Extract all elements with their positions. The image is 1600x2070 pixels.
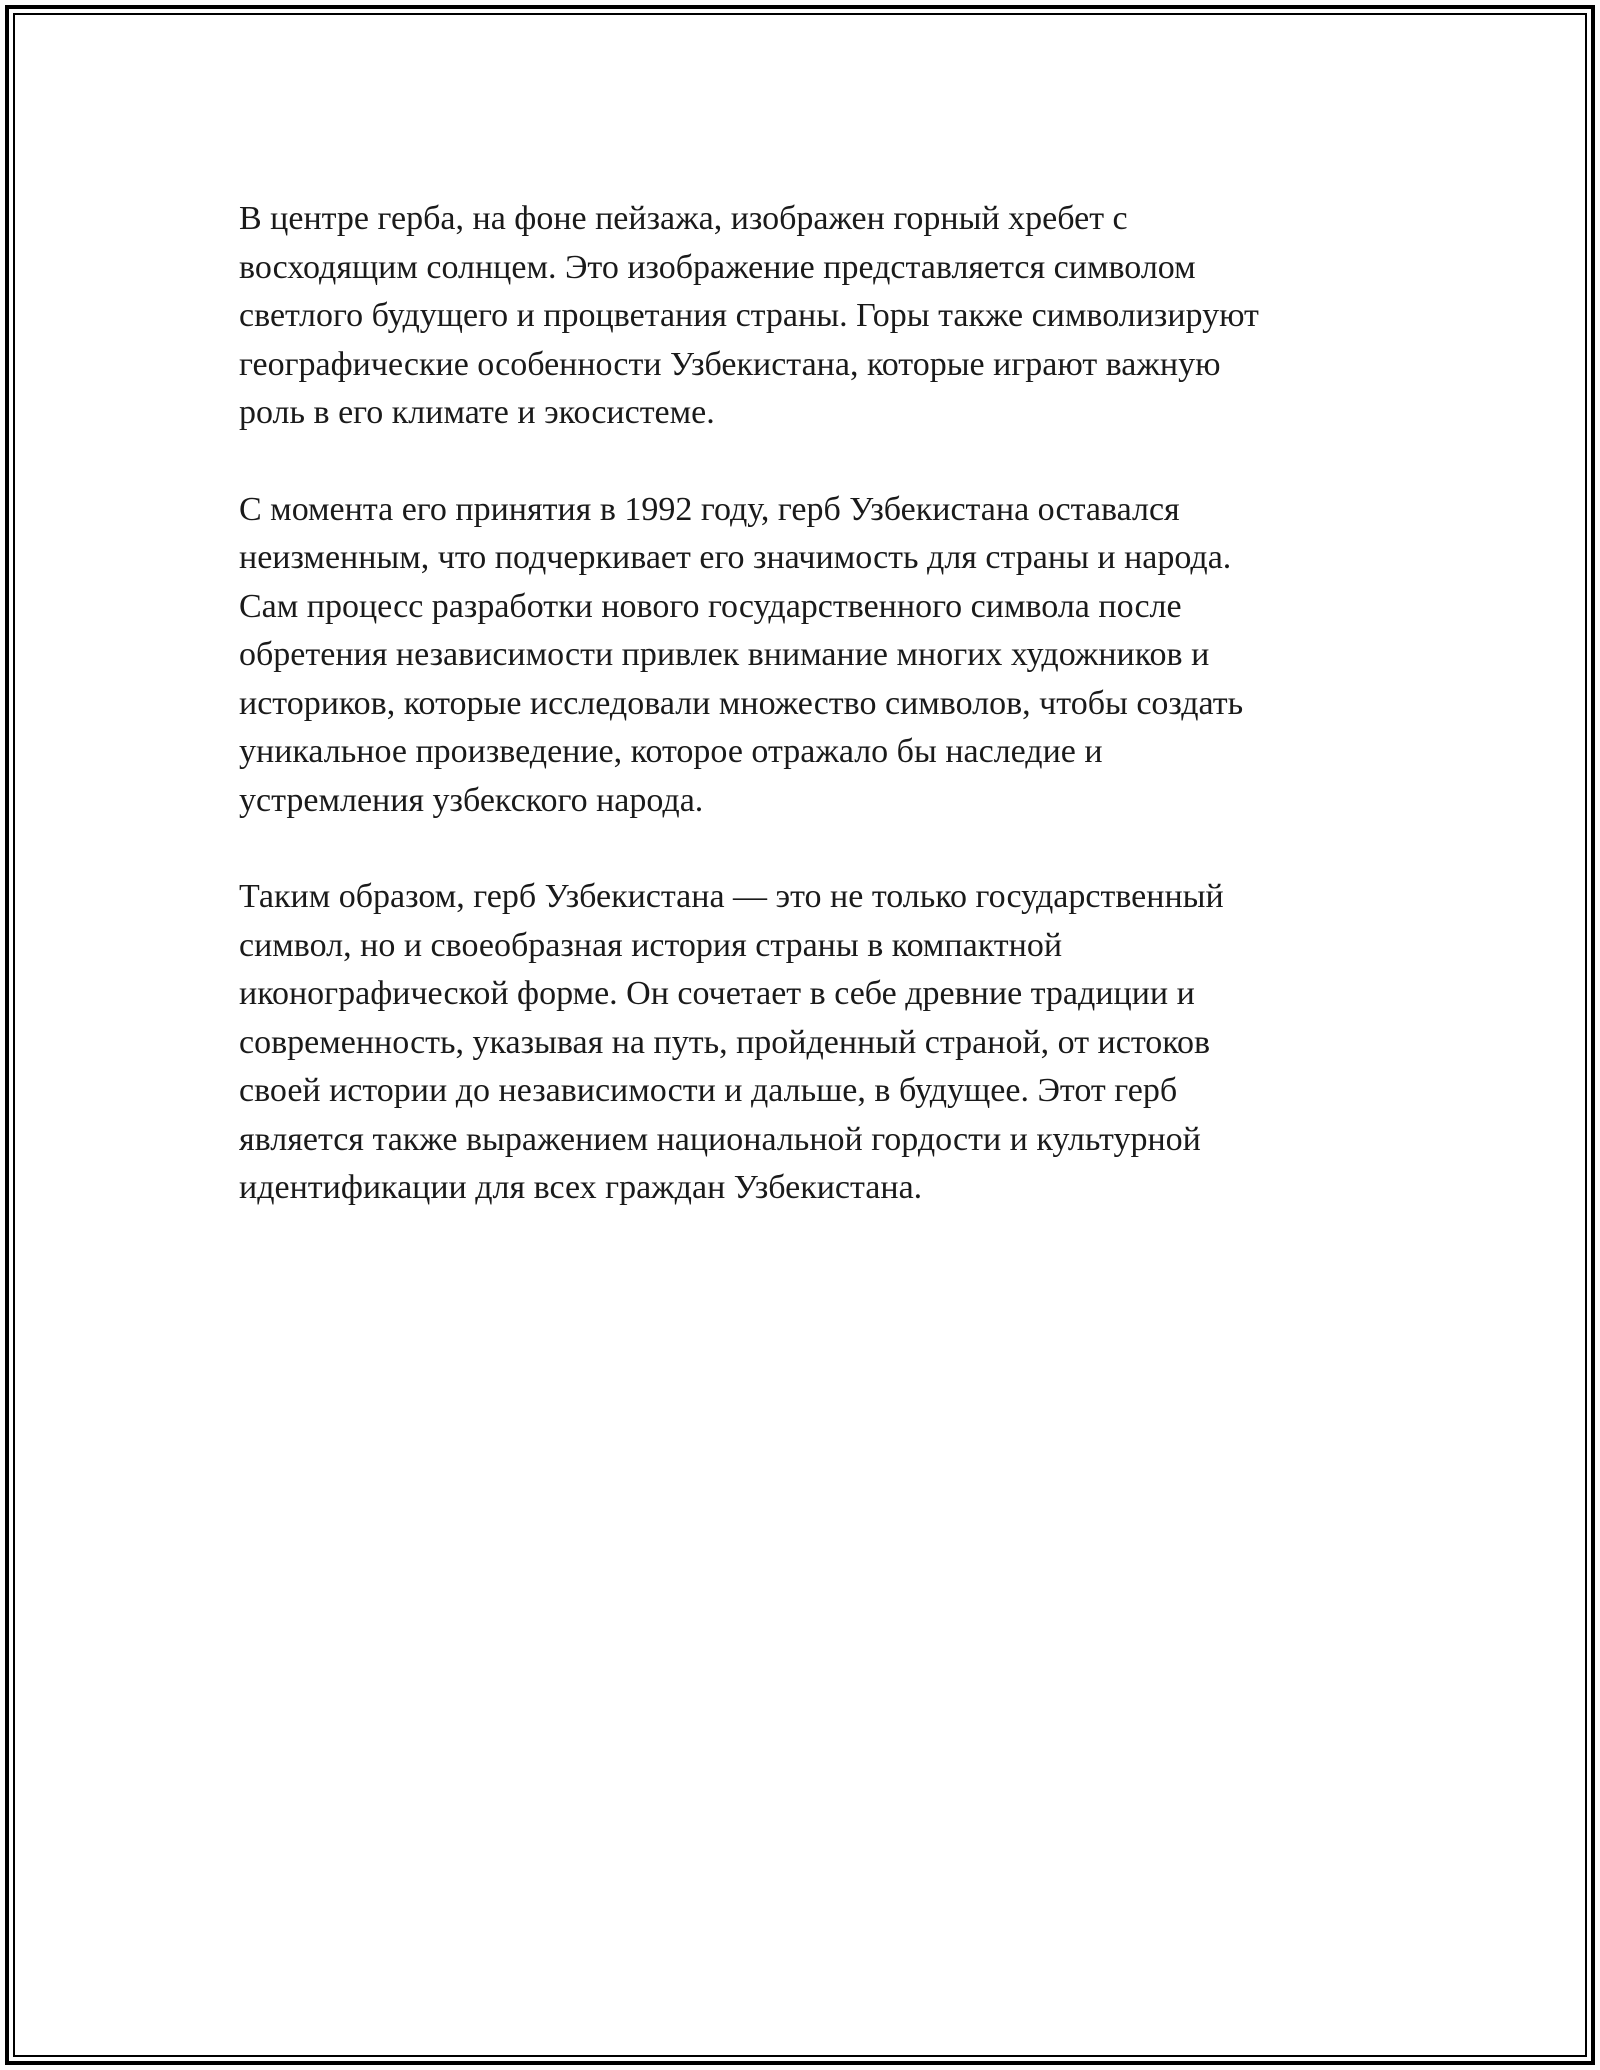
paragraph-emblem-center: В центре герба, на фоне пейзажа, изображен горный хребет с восходящим солнцем. Это изображение представляется символом светлого будущего и процветания страны. Горы также символизируют географические особенности Узбекистана, которые играют важную роль в его климате и экосистеме. bbox=[239, 200, 1259, 431]
paragraph-conclusion: Таким образом, герб Узбекистана — это не только государственный символ, но и своеобразная история страны в компактной иконографической форме. Он сочетает в себе древние традиции и современность, указывая на путь, пройденный страной, от истоков своей истории до независимости и дальше, в будущее. Этот герб является также выражением национальной гордости и культурной идентификации для всех граждан Узбекистана. bbox=[239, 878, 1224, 1206]
paragraph-adoption-history: С момента его принятия в 1992 году, герб Узбекистана оставался неизменным, что подчеркивает его значимость для страны и народа. Сам процесс разработки нового государственного символа после обретения независимости привлек внимание многих художников и историков, которые исследовали множество символов, чтобы создать уникальное произведение, которое отражало бы наследие и устремления узбекского народа. bbox=[239, 490, 1244, 819]
page-border bbox=[5, 5, 1595, 2065]
document-body bbox=[239, 195, 1369, 1261]
